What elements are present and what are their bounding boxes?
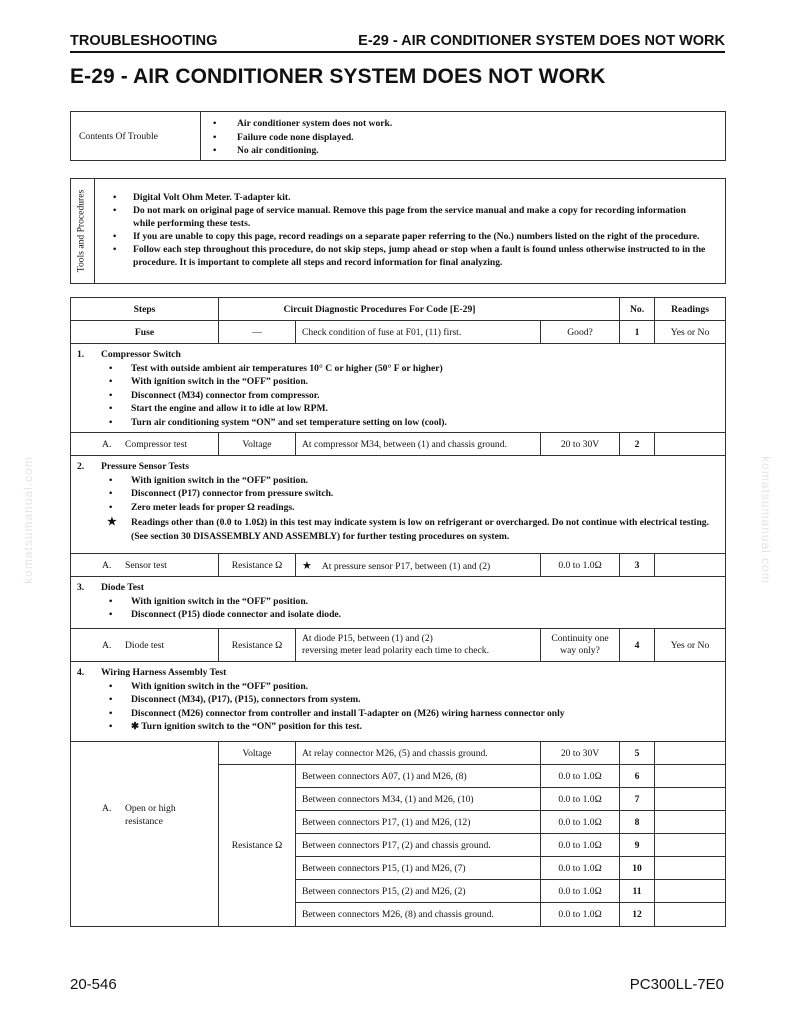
table-row [71,742,726,765]
test-description: Between connectors P17, (2) and chassis ground. [296,834,541,857]
page-number: 20-546 [70,976,117,993]
test-description: Between connectors M34, (1) and M26, (10) [296,788,541,811]
reading-cell [655,788,726,811]
step-number: 6 [620,765,655,788]
star-icon: ★ [302,559,312,572]
reading-cell [655,880,726,903]
contents-of-trouble-box [70,111,726,161]
watermark-left: komatsumanual.com [21,456,35,584]
column-header-steps: Steps [71,298,219,321]
list-item: • Disconnect (M34) connector from compressor. [77,389,719,403]
diagnostic-procedure-table [70,297,726,927]
section-title: 2. Pressure Sensor Tests [77,461,189,472]
section-steps-list [77,474,719,544]
test-type: Resistance Ω [219,629,296,662]
list-item: • Do not mark on original page of service manual. Remove this page from the service manual and make a copy for recording information while performing these tests. [109,204,709,230]
list-item: • ✱ Turn ignition switch to the “ON” position for this test. [77,720,719,734]
test-description: At relay connector M26, (5) and chassis ground. [296,742,541,765]
specification: 0.0 to 1.0Ω [541,811,620,834]
list-item: • With ignition switch in the “OFF” position. [77,474,719,488]
contents-of-trouble-label: Contents Of Trouble [79,131,158,142]
step-number: 10 [620,857,655,880]
reading-cell [655,834,726,857]
test-description: Between connectors P15, (2) and M26, (2) [296,880,541,903]
reading-cell [655,765,726,788]
test-description: At diode P15, between (1) and (2) reversing meter lead polarity each time to check. [296,629,541,662]
column-header-readings: Readings [655,298,726,321]
running-header [70,33,725,53]
section-title: 4. Wiring Harness Assembly Test [77,667,227,678]
test-description: Between connectors A07, (1) and M26, (8) [296,765,541,788]
step-number: 12 [620,903,655,927]
test-type: Voltage [219,742,296,765]
section-steps-list [77,362,719,430]
list-item: • Disconnect (M26) connector from controller and install T-adapter on (M26) wiring harness connector only [77,707,719,721]
reading-cell [655,742,726,765]
section-steps-list [77,680,719,734]
list-item: • Disconnect (M34), (P17), (P15), connectors from system. [77,693,719,707]
list-item: • Digital Volt Ohm Meter. T-adapter kit. [109,191,709,204]
test-description: Check condition of fuse at F01, (11) first. [296,321,541,344]
table-header-row [71,298,726,321]
step-number: 11 [620,880,655,903]
step-number: 7 [620,788,655,811]
divider [94,179,95,283]
section-title: 1. Compressor Switch [77,349,181,360]
step-number: 3 [620,554,655,577]
header-code-title: E-29 - AIR CONDITIONER SYSTEM DOES NOT WORK [358,33,725,49]
divider [200,112,201,160]
model-code: PC300LL-7E0 [629,976,724,993]
specification: 0.0 to 1.0Ω [541,554,620,577]
list-item: • With ignition switch in the “OFF” position. [77,595,719,609]
step-label: A. Open or high resistance [71,742,219,927]
list-item: • Air conditioner system does not work. [207,117,392,131]
list-item: • Failure code none displayed. [207,131,392,145]
contents-of-trouble-list [207,117,392,158]
tools-and-procedures-box [70,178,726,284]
section-title: 3. Diode Test [77,582,144,593]
column-header-procedures: Circuit Diagnostic Procedures For Code [E-29] [219,298,620,321]
step-number: 1 [620,321,655,344]
list-item: • Disconnect (P17) connector from pressure switch. [77,487,719,501]
step-number: 2 [620,433,655,456]
section-row [71,662,726,742]
test-description: ★ At pressure sensor P17, between (1) and (2) [296,554,541,577]
reading-cell [655,811,726,834]
reading-cell [655,554,726,577]
test-type: — [219,321,296,344]
reading-cell: Yes or No [655,321,726,344]
list-item: • Turn air conditioning system “ON” and set temperature setting on low (cool). [77,416,719,430]
table-row [71,629,726,662]
section-pressure-sensor-tests [71,456,726,554]
tools-and-procedures-list [109,191,709,270]
reading-cell: Yes or No [655,629,726,662]
specification: Continuity one way only? [541,629,620,662]
table-row [71,433,726,456]
specification: 0.0 to 1.0Ω [541,880,620,903]
reading-cell [655,433,726,456]
step-number: 9 [620,834,655,857]
section-wiring-harness-test [71,662,726,742]
test-description: Between connectors M26, (8) and chassis ground. [296,903,541,927]
page-title: E-29 - AIR CONDITIONER SYSTEM DOES NOT WORK [70,65,606,88]
test-description: Between connectors P15, (1) and M26, (7) [296,857,541,880]
step-label: A. Diode test [71,629,219,662]
specification: 0.0 to 1.0Ω [541,857,620,880]
step-number: 8 [620,811,655,834]
column-header-no: No. [620,298,655,321]
step-label: A. Sensor test [71,554,219,577]
test-description: Between connectors P17, (1) and M26, (12) [296,811,541,834]
step-number: 5 [620,742,655,765]
list-item: • Zero meter leads for proper Ω readings. [77,501,719,515]
star-note: ★ Readings other than (0.0 to 1.0Ω) in this test may indicate system is low on refrigerant or overcharged. Do not continue with electrical testing. (See section 30 DISASSEMBLY AND ASSEMBLY) for further testing procedures on system. [77,516,719,543]
tools-and-procedures-label: Tools and Procedures [75,189,87,273]
specification: Good? [541,321,620,344]
specification: 0.0 to 1.0Ω [541,765,620,788]
watermark-right: komatsumanual.com [759,456,773,584]
list-item: • With ignition switch in the “OFF” position. [77,680,719,694]
list-item: • No air conditioning. [207,144,392,158]
section-row [71,456,726,554]
list-item: • Follow each step throughout this procedure, do not skip steps, jump ahead or stop when a fault is found unless otherwise instructed to in the procedure. It is important to complete all steps and record information for final analyzing. [109,243,709,269]
specification: 20 to 30V [541,742,620,765]
section-row [71,344,726,433]
list-item: • Start the engine and allow it to idle at low RPM. [77,402,719,416]
table-row [71,321,726,344]
step-number: 4 [620,629,655,662]
specification: 0.0 to 1.0Ω [541,788,620,811]
reading-cell [655,903,726,927]
test-type: Voltage [219,433,296,456]
section-compressor-switch [71,344,726,433]
specification: 0.0 to 1.0Ω [541,903,620,927]
list-item: • With ignition switch in the “OFF” position. [77,375,719,389]
test-type: Resistance Ω [219,765,296,927]
header-section-label: TROUBLESHOOTING [70,33,218,49]
specification: 0.0 to 1.0Ω [541,834,620,857]
list-item: • If you are unable to copy this page, record readings on a separate paper referring to the (No.) numbers listed on the right of the procedure. [109,230,709,243]
fuse-label: Fuse [71,321,219,344]
table-row [71,554,726,577]
test-type: Resistance Ω [219,554,296,577]
list-item: • Test with outside ambient air temperatures 10° C or higher (50° F or higher) [77,362,719,376]
list-item: • Disconnect (P15) diode connector and isolate diode. [77,608,719,622]
reading-cell [655,857,726,880]
specification: 20 to 30V [541,433,620,456]
section-steps-list [77,595,719,622]
step-label: A. Compressor test [71,433,219,456]
section-row [71,577,726,629]
section-diode-test [71,577,726,629]
test-description: At compressor M34, between (1) and chassis ground. [296,433,541,456]
